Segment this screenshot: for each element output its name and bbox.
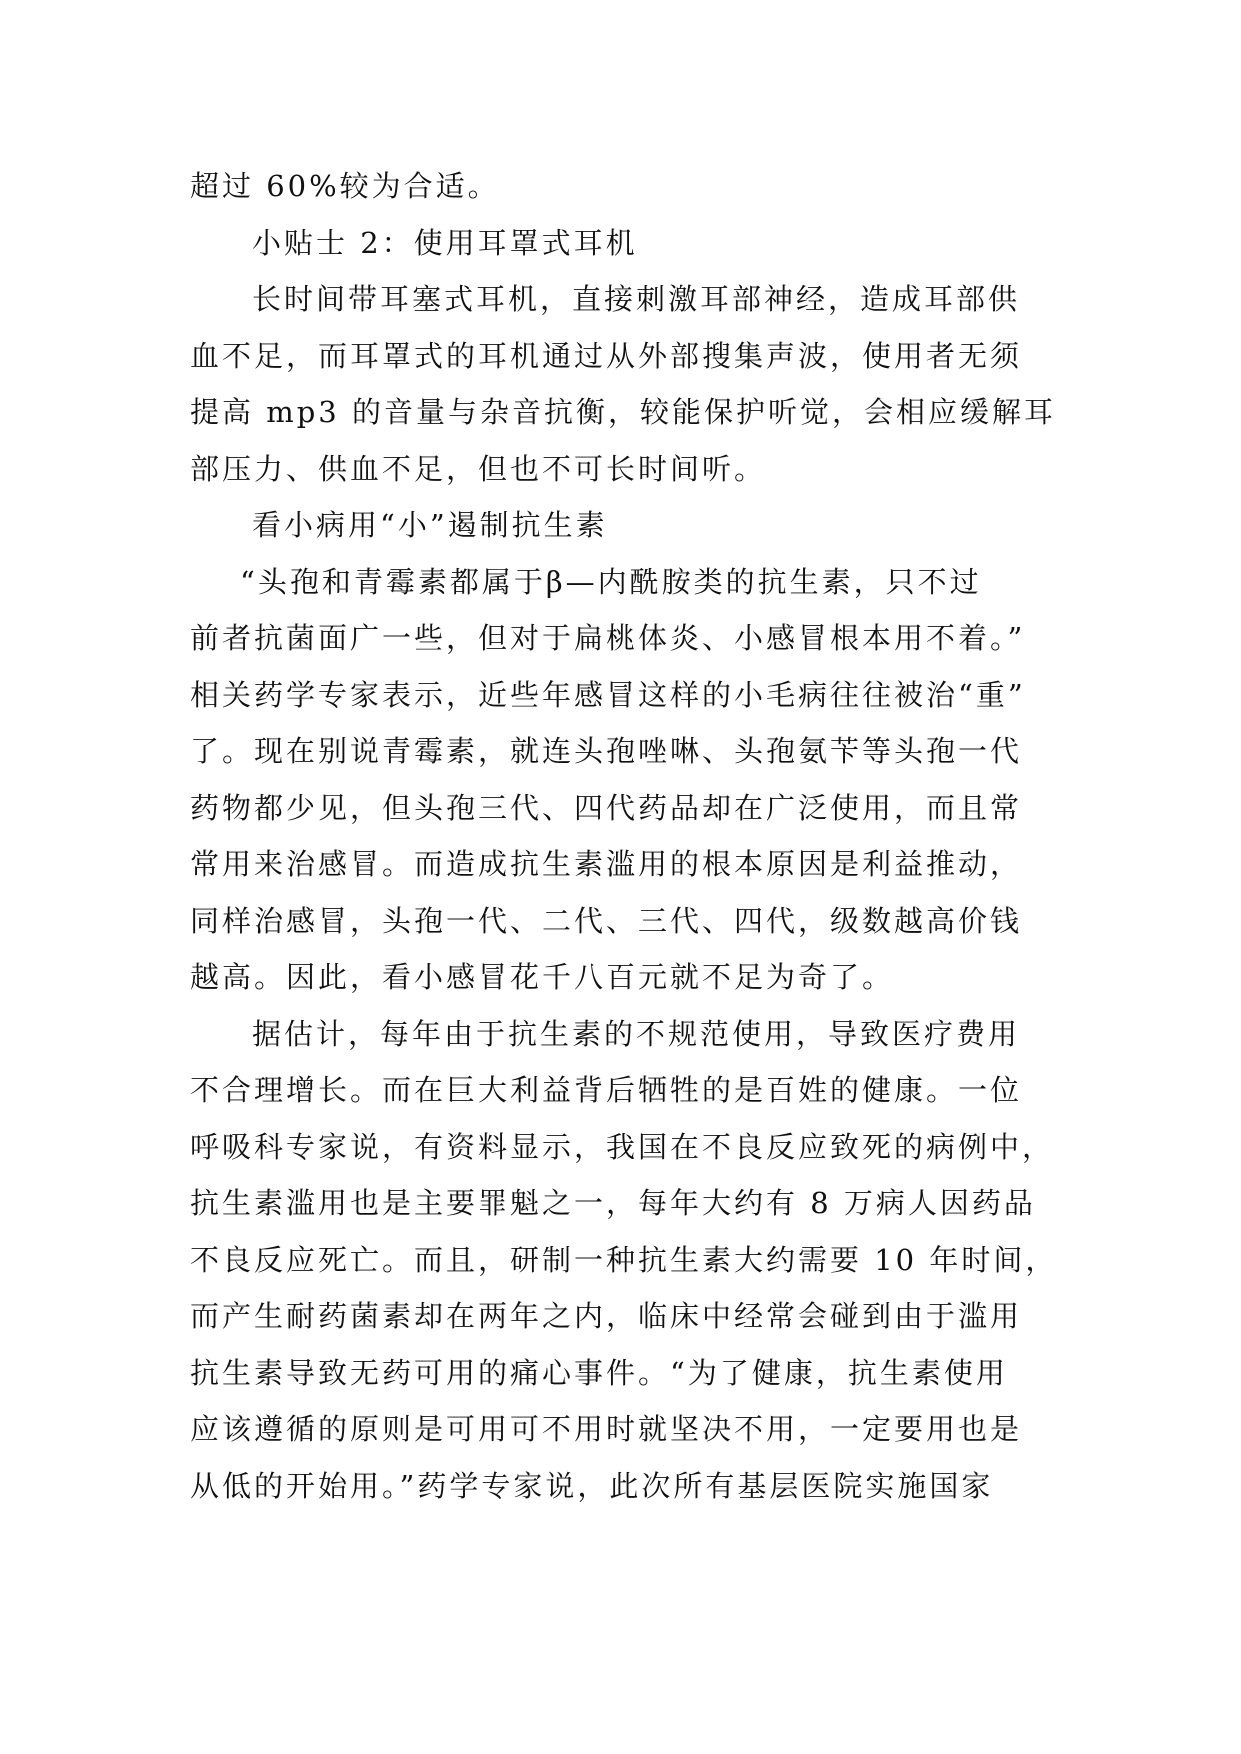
- text-line: 抗生素导致无药可用的痛心事件。“为了健康，抗生素使用: [190, 1355, 1008, 1390]
- text-line: 血不足，而耳罩式的耳机通过从外部搜集声波，使用者无须: [190, 338, 1023, 373]
- text-line: 同样治感冒，头孢一代、二代、三代、四代，级数越高价钱: [190, 903, 1023, 938]
- text-line: 呼吸科专家说，有资料显示，我国在不良反应致死的病例中，: [190, 1129, 1055, 1164]
- text-line: 抗生素滥用也是主要罪魁之一，每年大约有 8 万病人因药品: [190, 1186, 1036, 1220]
- text-line: 从低的开始用。”药学专家说，此次所有基层医院实施国家: [190, 1468, 994, 1503]
- text-line: 越高。因此，看小感冒花千八百元就不足为奇了。: [190, 960, 895, 994]
- document-body: [190, 158, 1058, 1514]
- text-line: 常用来治感冒。而造成抗生素滥用的根本原因是利益推动，: [190, 847, 1023, 881]
- text-line: 提高 mp3 的音量与杂音抗衡，较能保护听觉，会相应缓解耳: [190, 395, 1056, 429]
- text-line: 而产生耐药菌素却在两年之内，临床中经常会碰到由于滥用: [190, 1299, 1023, 1333]
- text-line: 长时间带耳塞式耳机，直接刺激耳部神经，造成耳部供: [252, 282, 1021, 316]
- text-line: 应该遵循的原则是可用可不用时就坚决不用，一定要用也是: [190, 1412, 1023, 1446]
- text-line: 前者抗菌面广一些，但对于扁桃体炎、小感冒根本用不着。”: [190, 621, 1026, 655]
- text-line: 部压力、供血不足，但也不可长时间听。: [190, 451, 767, 486]
- text-line: “头孢和青霉素都属于β—内酰胺类的抗生素，只不过: [240, 564, 982, 599]
- section-heading: 看小病用“小”遏制抗生素: [252, 508, 608, 542]
- subheading-tip-2: 小贴士 2：使用耳罩式耳机: [252, 225, 638, 260]
- text-line: 据估计，每年由于抗生素的不规范使用，导致医疗费用: [252, 1016, 1021, 1051]
- text-line: 超过 60%较为合适。: [190, 169, 500, 203]
- text-line: 不合理增长。而在巨大利益背后牺牲的是百姓的健康。一位: [190, 1073, 1023, 1107]
- text-line: 了。现在别说青霉素，就连头孢唑啉、头孢氨苄等头孢一代: [190, 734, 1023, 768]
- text-line: 相关药学专家表示，近些年感冒这样的小毛病往往被治“重”: [190, 677, 1026, 712]
- text-line: 药物都少见，但头孢三代、四代药品却在广泛使用，而且常: [190, 790, 1023, 825]
- text-line: 不良反应死亡。而且，研制一种抗生素大约需要 10 年时间，: [190, 1242, 1058, 1277]
